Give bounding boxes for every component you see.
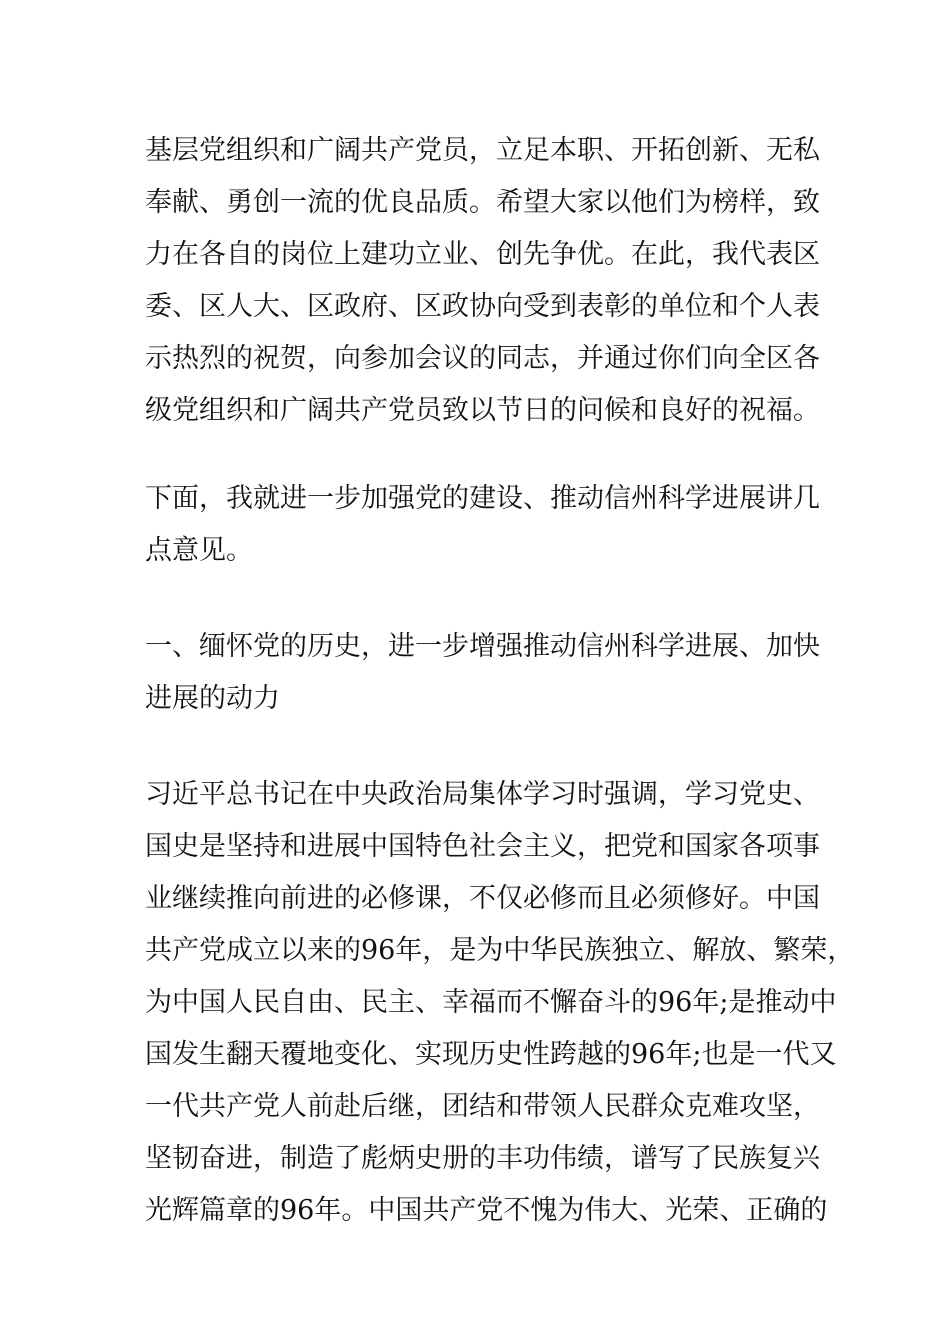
heading-line: 一、缅怀党的历史，进一步增强推动信州科学进展、加快 <box>145 631 820 662</box>
paragraph-congratulations <box>145 125 835 437</box>
text-line: 光辉篇章的96年。中国共产党不愧为伟大、光荣、正确的 <box>145 1195 828 1226</box>
text-line: 坚韧奋进，制造了彪炳史册的丰功伟绩，谱写了民族复兴 <box>145 1143 820 1174</box>
text-line: 一代共产党人前赴后继，团结和带领人民群众克难攻坚， <box>145 1091 820 1122</box>
text-line: 下面，我就进一步加强党的建设、推动信州科学进展讲几 <box>145 483 820 514</box>
text-line: 习近平总书记在中央政治局集体学习时强调，学习党史、 <box>145 779 820 810</box>
paragraph-intro <box>145 473 835 577</box>
text-line: 委、区人大、区政府、区政协向受到表彰的单位和个人表 <box>145 291 820 322</box>
heading-line: 进展的动力 <box>145 683 280 714</box>
text-line: 奉献、勇创一流的优良品质。希望大家以他们为榜样，致 <box>145 187 820 218</box>
text-line: 业继续推向前进的必修课，不仅必修而且必须修好。中国 <box>145 883 820 914</box>
text-line: 级党组织和广阔共产党员致以节日的问候和良好的祝福。 <box>145 395 820 426</box>
text-line: 示热烈的祝贺，向参加会议的同志，并通过你们向全区各 <box>145 343 820 374</box>
text-line: 基层党组织和广阔共产党员，立足本职、开拓创新、无私 <box>145 135 820 166</box>
section-heading <box>145 621 835 725</box>
text-line: 为中国人民自由、民主、幸福而不懈奋斗的96年;是推动中 <box>145 987 837 1018</box>
text-line: 力在各自的岗位上建功立业、创先争优。在此，我代表区 <box>145 239 820 270</box>
paragraph-party-history <box>145 769 855 1237</box>
text-line: 国史是坚持和进展中国特色社会主义，把党和国家各项事 <box>145 831 820 862</box>
text-line: 共产党成立以来的96年，是为中华民族独立、解放、繁荣， <box>145 935 855 966</box>
text-line: 国发生翻天覆地变化、实现历史性跨越的96年;也是一代又 <box>145 1039 837 1070</box>
text-line: 点意见。 <box>145 535 253 566</box>
